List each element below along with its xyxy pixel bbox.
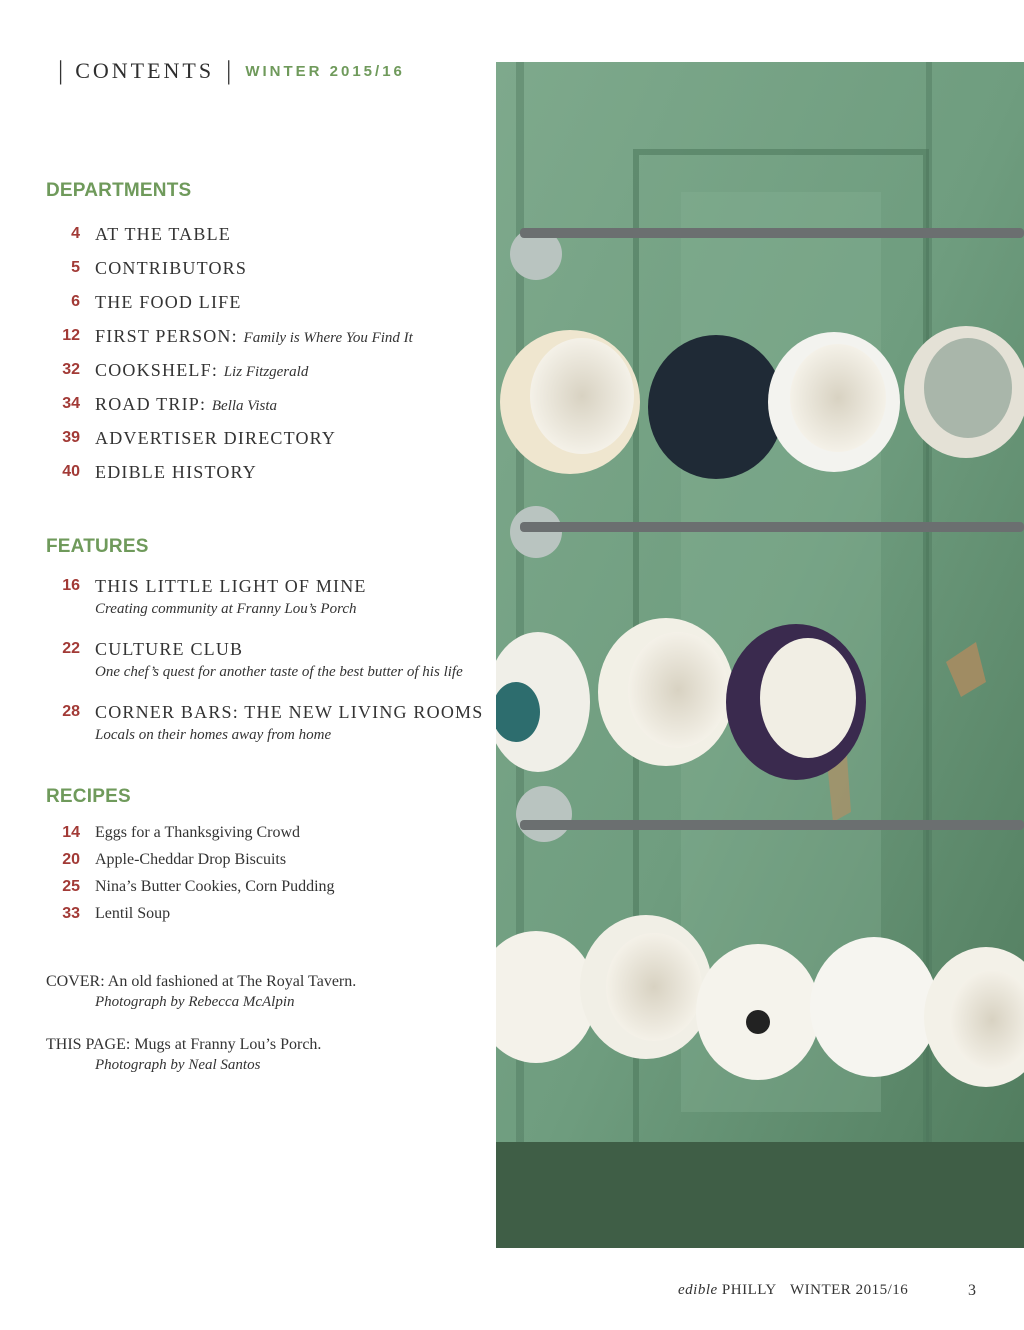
page-number: 40 [62,463,80,480]
footer-page-number: 3 [968,1282,977,1299]
page-number: 32 [62,361,80,378]
issue-label: WINTER 2015/16 [245,62,405,80]
recipe-title: Apple-Cheddar Drop Biscuits [95,851,287,868]
entry-title: COOKSHELF: Liz Fitzgerald [95,360,309,380]
page-number: 34 [62,395,80,412]
page-number: 22 [62,640,80,657]
photo-byline: Photograph by Neal Santos [95,1057,261,1073]
entry-title: CULTURE CLUB [95,639,244,659]
entry-title: FIRST PERSON: Family is Where You Find It [95,326,413,346]
cover-credit [46,973,356,1011]
recipe-title: Lentil Soup [95,905,171,922]
features-heading: FEATURES [46,536,149,557]
recipe-title: Nina’s Butter Cookies, Corn Pudding [95,878,335,895]
page-number: 33 [62,905,80,922]
divider-bar: | [226,56,232,85]
page-number: 39 [62,429,80,446]
page-number: 6 [71,293,80,310]
mugs-photo [496,62,1024,1248]
brand-italic: edible [678,1282,718,1298]
entry-subtitle: Bella Vista [211,398,278,414]
page-title: CONTENTS [75,58,215,83]
masthead [58,56,405,86]
entry-title: THE FOOD LIFE [95,292,242,312]
footer-issue: WINTER 2015/16 [790,1282,909,1298]
page-number: 5 [71,259,80,276]
entry-description: One chef’s quest for another taste of the best butter of his life [95,664,463,680]
entry-subtitle: Family is Where You Find It [243,330,413,346]
recipes-heading: RECIPES [46,786,131,807]
entry-description: Creating community at Franny Lou’s Porch [95,601,357,617]
entry-title: CONTRIBUTORS [95,258,248,278]
page-number: 12 [62,327,80,344]
brand-name: PHILLY [721,1282,777,1298]
page-number: 25 [62,878,80,895]
credit-text: THIS PAGE: Mugs at Franny Lou’s Porch. [46,1036,322,1053]
entry-title: ROAD TRIP: Bella Vista [95,394,278,414]
credit-text: COVER: An old fashioned at The Royal Tavern. [46,973,357,990]
page-number: 16 [62,577,80,594]
page-credit [46,1036,321,1074]
page-number: 28 [62,703,80,720]
entry-title: THIS LITTLE LIGHT OF MINE [95,576,367,596]
divider-bar: | [58,56,64,85]
photo-byline: Photograph by Rebecca McAlpin [95,994,295,1010]
page-number: 14 [62,824,80,841]
page-number: 4 [71,225,80,242]
entry-title: CORNER BARS: THE NEW LIVING ROOMS [95,702,484,722]
footer-brand [678,1282,777,1299]
entry-title: EDIBLE HISTORY [95,462,257,482]
entry-title: AT THE TABLE [95,224,231,244]
entry-title: ADVERTISER DIRECTORY [95,428,337,448]
recipe-title: Eggs for a Thanksgiving Crowd [95,824,301,841]
departments-heading: DEPARTMENTS [46,180,192,201]
entry-description: Locals on their homes away from home [95,727,332,743]
entry-subtitle: Liz Fitzgerald [223,364,309,380]
page-number: 20 [62,851,80,868]
